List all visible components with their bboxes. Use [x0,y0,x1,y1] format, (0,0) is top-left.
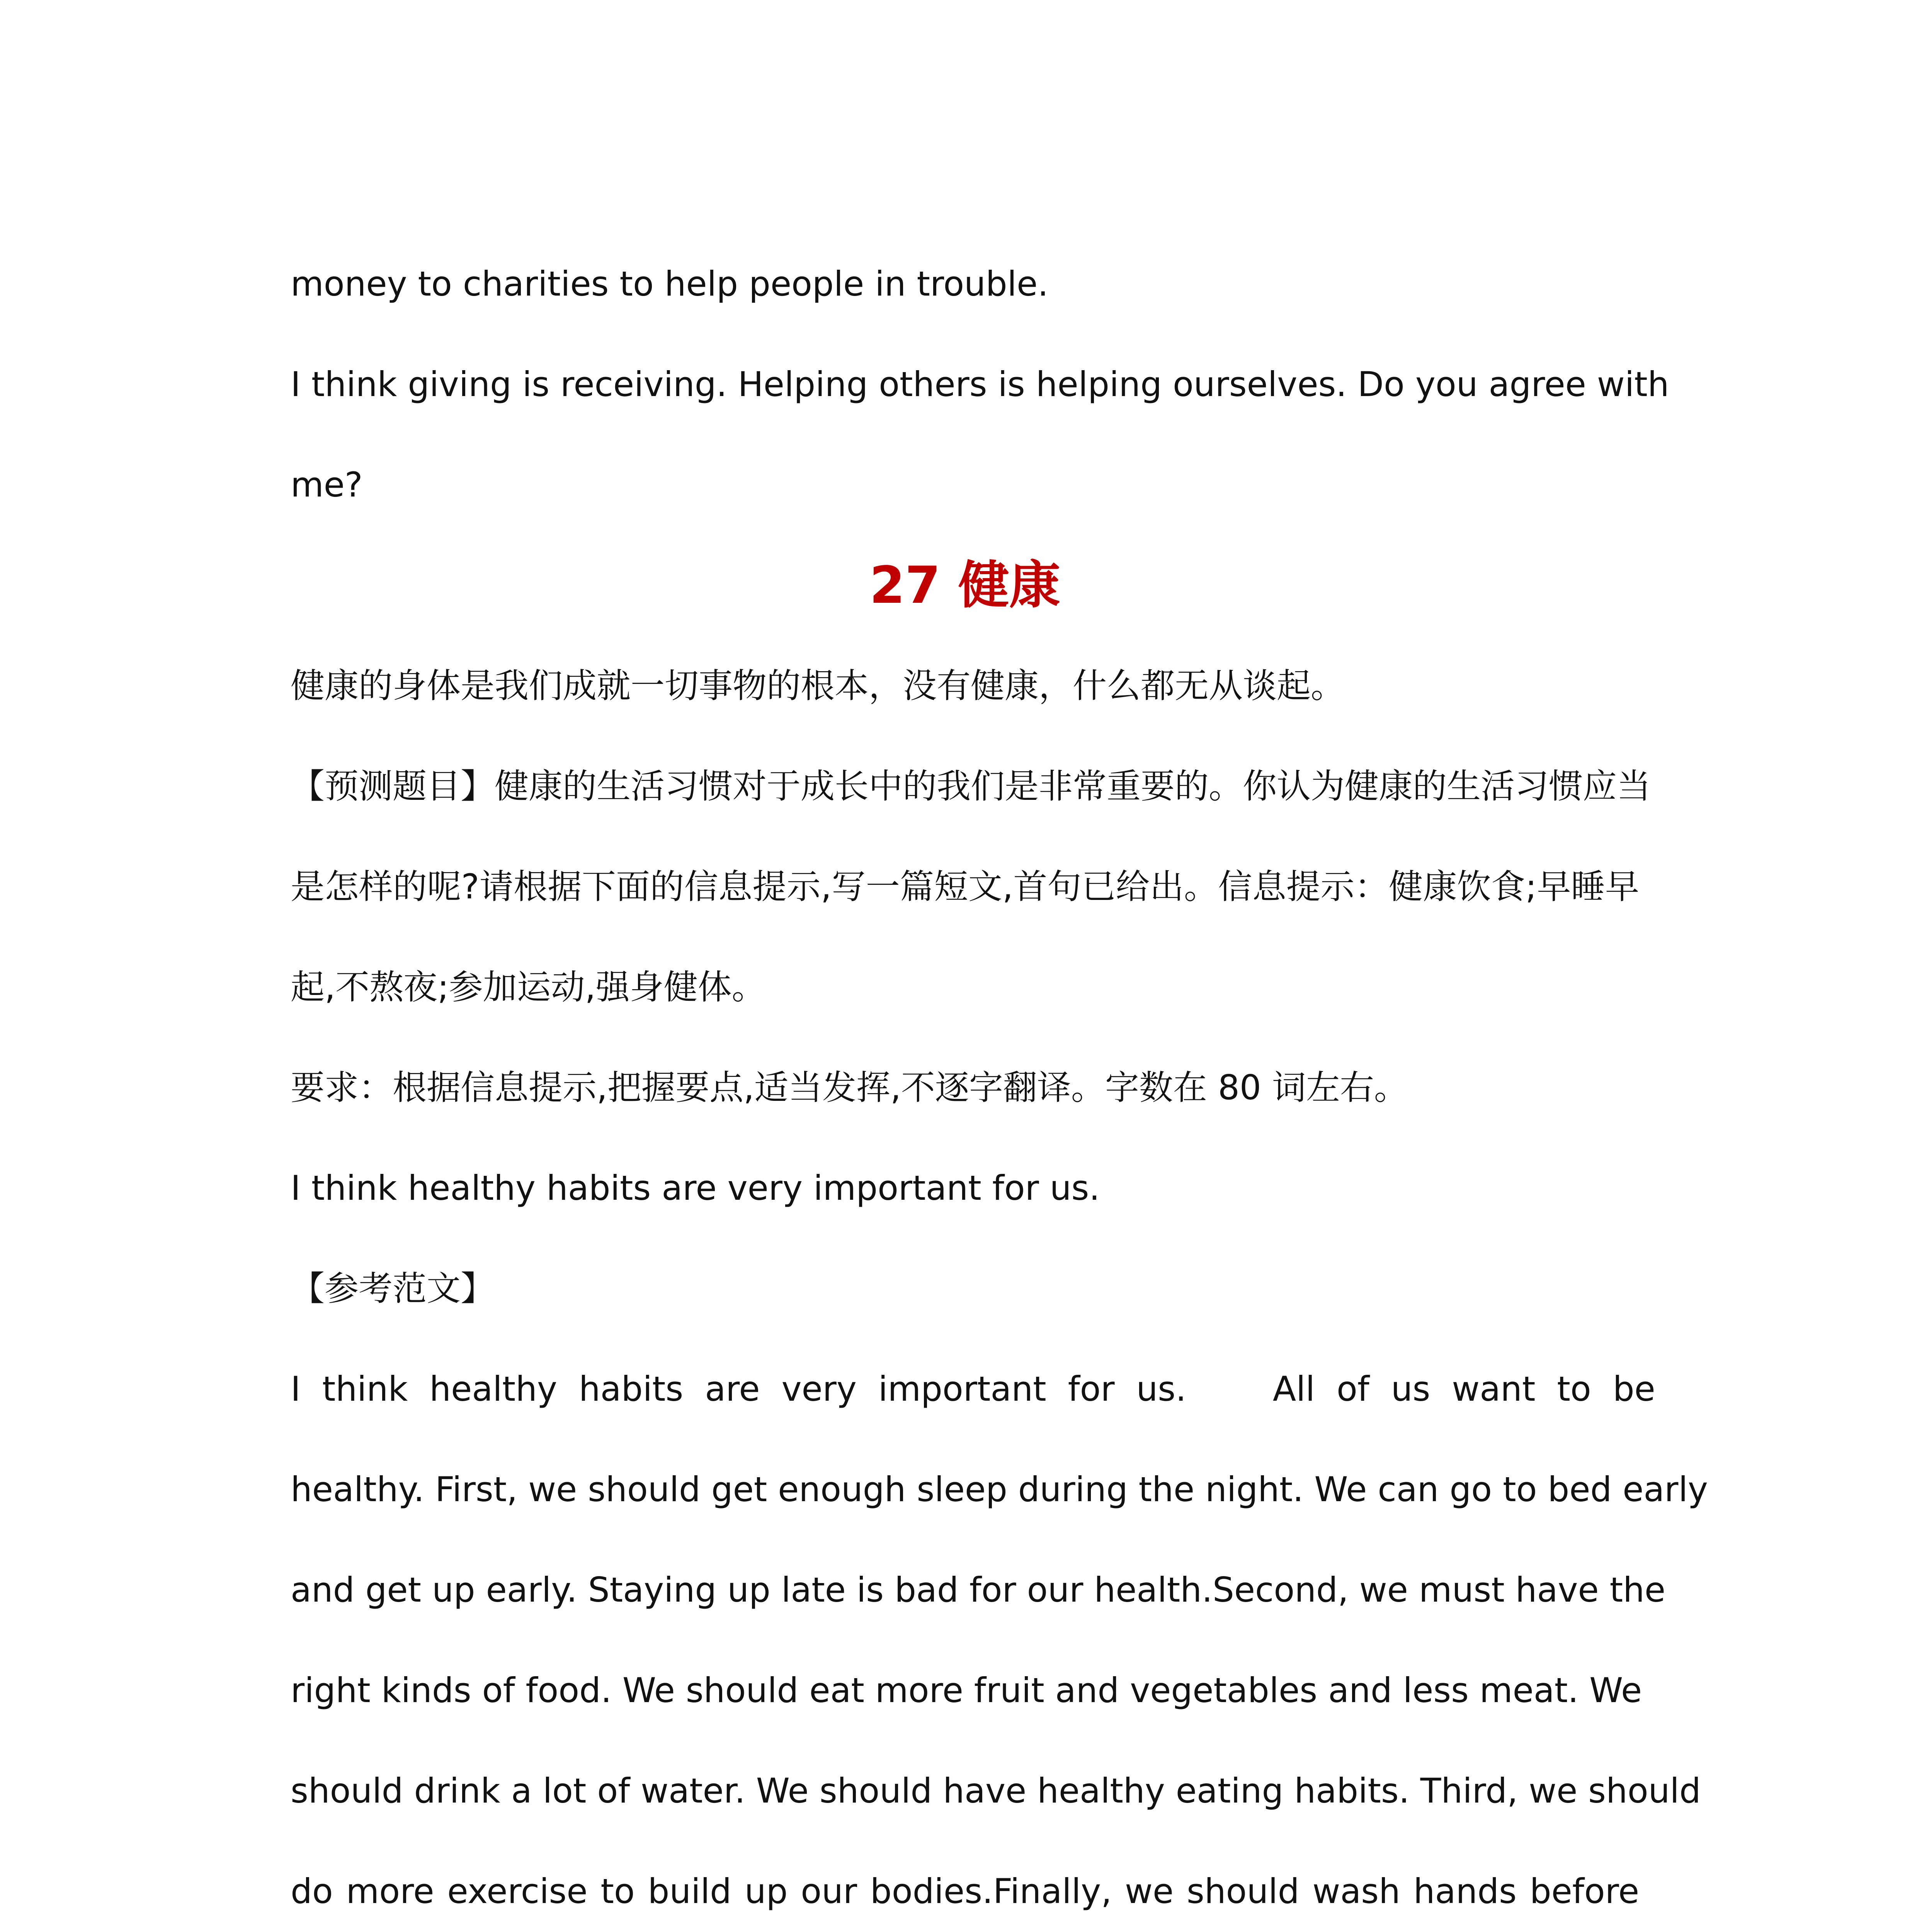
prompt-line: 起,不熬夜;参加运动,强身健体。 [291,967,766,1007]
section-heading-27: 27 健康 [869,556,1060,615]
essay-line: healthy. First, we should get enough sleep during the night. We can go to bed early [291,1469,1708,1509]
essay-line: do more exercise to build up our bodies.Finally, we should wash hands before [291,1871,1639,1911]
paragraph-line: money to charities to help people in trouble. [291,264,1049,304]
essay-line: I think healthy habits are very important for us. All of us want to be [291,1369,1655,1409]
paragraph-line: I think giving is receiving. Helping others is helping ourselves. Do you agree with [291,364,1669,404]
essay-line: and get up early. Staying up late is bad for our health.Second, we must have the [291,1570,1665,1610]
paragraph-line: me? [291,465,363,505]
requirement-line: 要求：根据信息提示,把握要点,适当发挥,不逐字翻译。字数在 80 词左右。 [291,1068,1408,1107]
essay-line: should drink a lot of water. We should have healthy eating habits. Third, we should [291,1771,1701,1811]
first-sentence: I think healthy habits are very important for us. [291,1168,1100,1208]
intro-line: 健康的身体是我们成就一切事物的根本，没有健康，什么都无从谈起。 [291,666,1345,706]
essay-line: right kinds of food. We should eat more fruit and vegetables and less meat. We [291,1670,1642,1710]
prompt-line: 【预测题目】健康的生活习惯对于成长中的我们是非常重要的。你认为健康的生活习惯应当 [291,766,1651,806]
sample-essay-label: 【参考范文】 [291,1269,495,1308]
prompt-line: 是怎样的呢?请根据下面的信息提示,写一篇短文,首句已给出。信息提示：健康饮食;早睡早 [291,867,1639,906]
